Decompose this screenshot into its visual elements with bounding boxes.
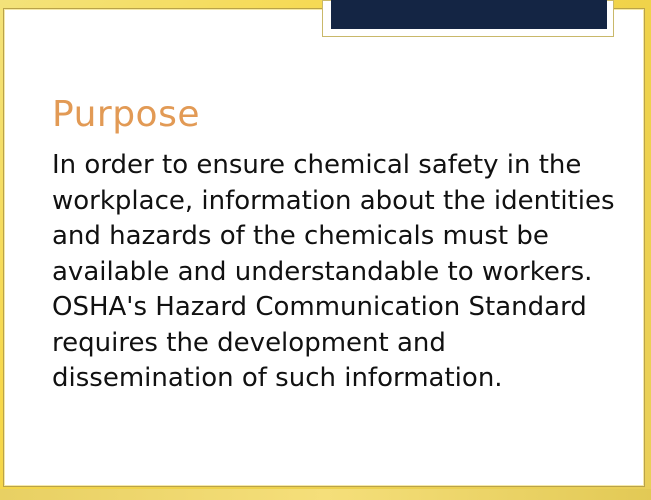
- header-plate: [331, 0, 607, 29]
- slide-title: Purpose: [52, 94, 200, 135]
- bottom-decor-band: [0, 489, 651, 500]
- slide-body-text: In order to ensure chemical safety in the workplace, information about the identities and hazards of the chemicals must be available and understandable to workers. OSHA's Hazard Communication Standard requires the development and dissemination of such information.: [52, 150, 615, 393]
